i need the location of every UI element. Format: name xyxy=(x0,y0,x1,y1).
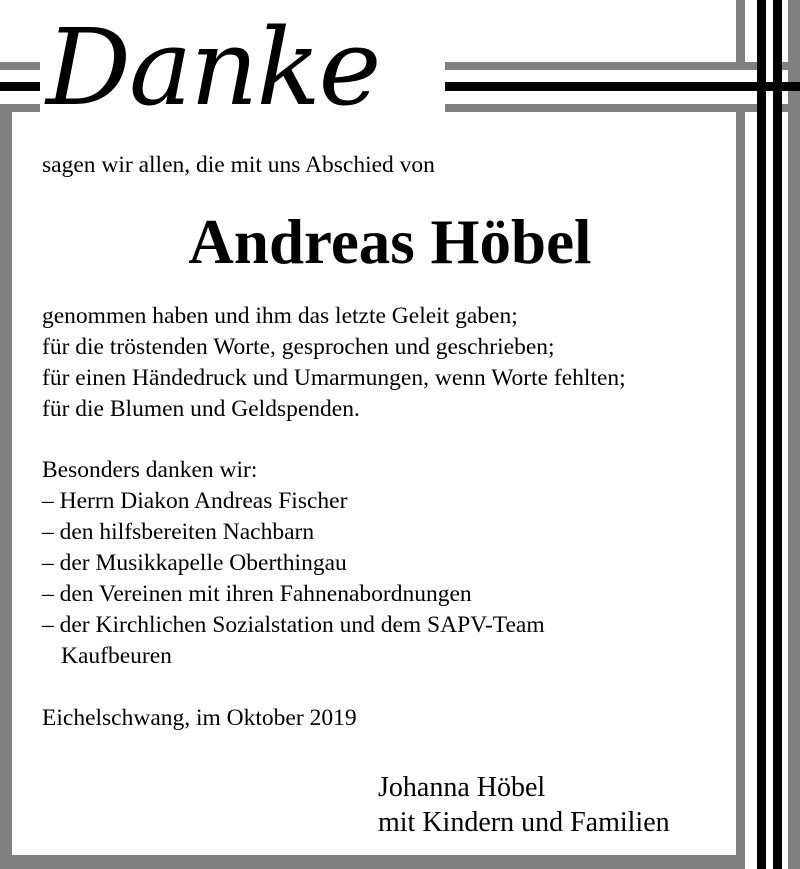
frame-cross-black-horizontal xyxy=(745,82,800,91)
frame-top-gray-inner-right xyxy=(445,104,800,112)
special-thanks-title: Besonders danken wir: xyxy=(42,457,258,483)
frame-right-gap xyxy=(766,0,773,869)
frame-right-gray-outer xyxy=(788,0,800,869)
frame-top-gray-outer-right xyxy=(445,62,800,70)
frame-right-black-1 xyxy=(757,0,766,869)
signature-name: Johanna Höbel xyxy=(378,772,546,803)
frame-right-black-2 xyxy=(773,0,782,869)
special-thanks-item: – Herrn Diakon Andreas Fischer xyxy=(42,488,348,514)
heading-danke xyxy=(40,0,445,122)
thanks-line: für die tröstenden Worte, gesprochen und geschrieben; xyxy=(42,334,555,360)
frame-top-gray-outer-left xyxy=(0,62,40,70)
special-thanks-item: – der Musikkapelle Oberthingau xyxy=(42,550,347,576)
special-thanks xyxy=(42,455,545,672)
frame-right-gray-upper xyxy=(736,0,745,70)
frame-top-black-left xyxy=(0,82,40,91)
deceased-name: Andreas Höbel xyxy=(188,207,592,277)
special-thanks-item: – den hilfsbereiten Nachbarn xyxy=(42,519,315,545)
intro-text: sagen wir allen, die mit uns Abschied von xyxy=(42,152,435,178)
frame-bottom-gray xyxy=(0,855,745,869)
heading-text: Danke xyxy=(46,6,380,122)
signature-family: mit Kindern und Familien xyxy=(378,807,670,838)
signature xyxy=(378,770,670,840)
special-thanks-item: – den Vereinen mit ihren Fahnenabordnungen xyxy=(42,581,472,607)
special-thanks-item-continuation: Kaufbeuren xyxy=(61,643,172,669)
thanks-line: für die Blumen und Geldspenden. xyxy=(42,396,360,422)
place-date: Eichelschwang, im Oktober 2019 xyxy=(42,705,357,731)
thanks-line: für einen Händedruck und Umarmungen, wenn Worte fehlten; xyxy=(42,365,626,391)
thanks-paragraph xyxy=(42,301,626,425)
special-thanks-item: – der Kirchlichen Sozialstation und dem SAPV-Team xyxy=(42,612,545,638)
thanks-line: genommen haben und ihm das letzte Geleit gaben; xyxy=(42,303,518,329)
